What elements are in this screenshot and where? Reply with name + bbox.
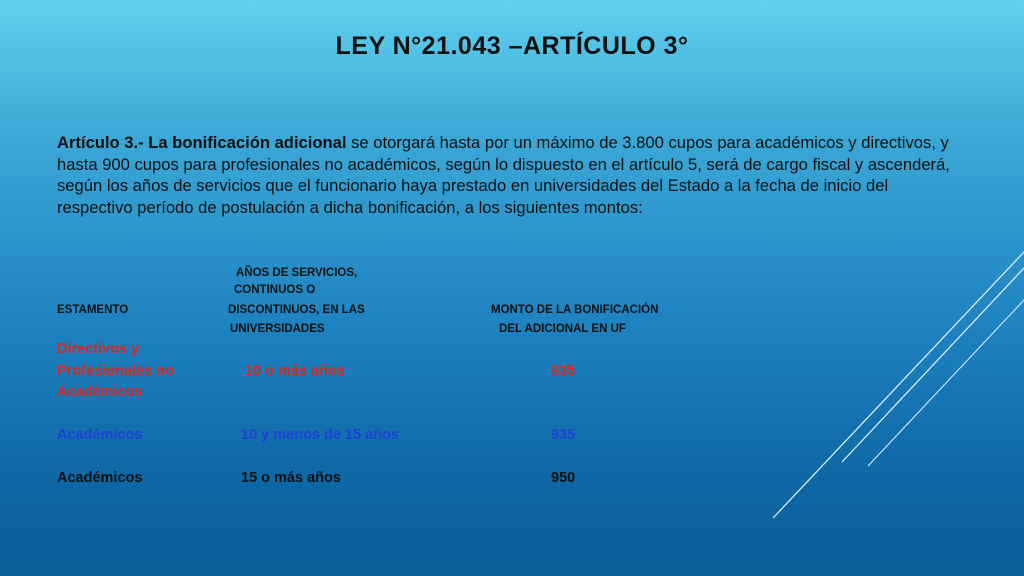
header-estamento: ESTAMENTO <box>57 304 129 316</box>
row2-monto: 935 <box>551 427 576 443</box>
decorative-line <box>842 268 1024 462</box>
article-body: se otorgará hasta por un máximo de 3.800 cupos para académicos y directivos, y hasta 900 cupos para profesionales no académicos, según lo dispuesto en el artículo 5, será de cargo fiscal y ascenderá, según los años de servicios que el funcionario haya prestado en universidades del Estado a la fecha de inicio del respectivo período de postulación a dicha bonificación, a los siguientes montos: <box>57 133 950 217</box>
decorative-line <box>868 300 1024 466</box>
row2-anios: 10 y menos de 15 años <box>241 427 399 443</box>
decorative-line <box>773 252 1024 518</box>
header-anios-line-3: DISCONTINUOS, EN LAS <box>228 304 365 316</box>
header-anios-line-2: CONTINUOS O <box>234 284 316 296</box>
row3-monto: 950 <box>551 470 576 486</box>
row3-anios: 15 o más años <box>241 470 341 486</box>
slide-title: LEY N°21.043 –ARTÍCULO 3° <box>335 32 689 60</box>
row2-estamento: Académicos <box>57 427 143 443</box>
header-anios-line-1: AÑOS DE SERVICIOS, <box>236 267 358 279</box>
row1-estamento-line-3: Académicos <box>57 384 143 400</box>
article-paragraph <box>57 132 967 218</box>
header-monto-line-2: DEL ADICIONAL EN UF <box>499 323 626 335</box>
row1-estamento-line-1: Directivos y <box>57 341 140 357</box>
row1-anios: 10 o más años <box>245 363 345 379</box>
row1-estamento-line-2: Profesionales no <box>57 363 174 379</box>
row1-monto: 935 <box>551 363 576 379</box>
article-lead: Artículo 3.- La bonificación adicional <box>57 133 347 152</box>
row3-estamento: Académicos <box>57 470 143 486</box>
header-monto-line-1: MONTO DE LA BONIFICACIÓN <box>491 304 659 316</box>
header-anios-line-4: UNIVERSIDADES <box>230 323 325 335</box>
